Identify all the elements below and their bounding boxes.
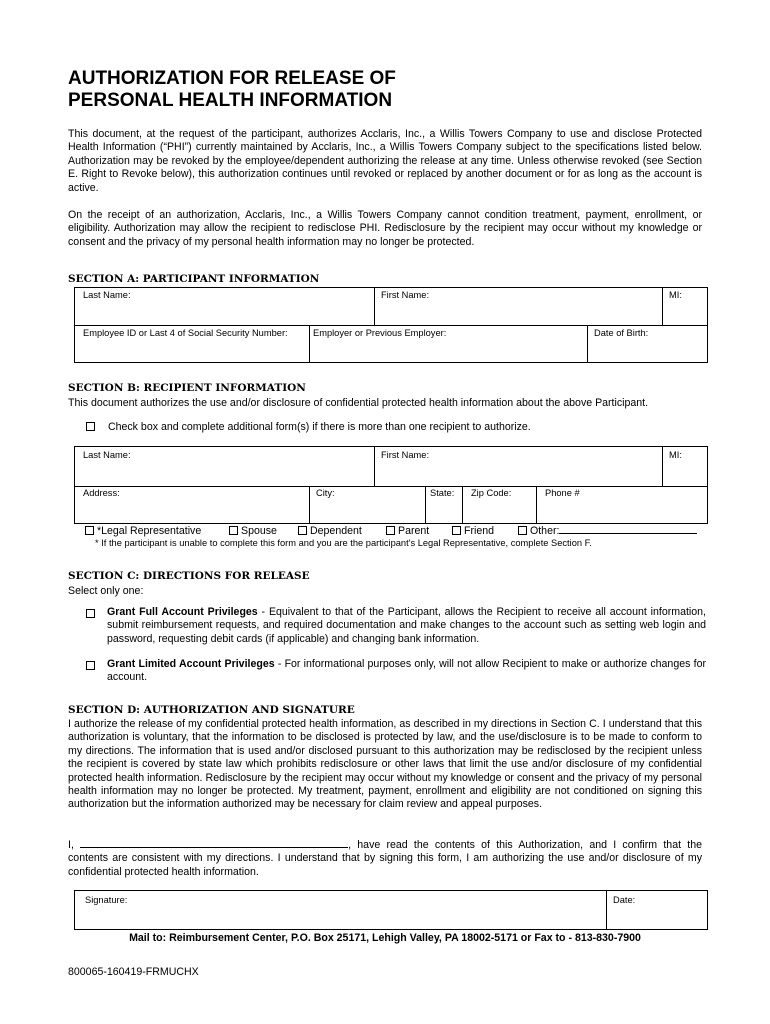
section-b-heading: SECTION B: RECIPIENT INFORMATION bbox=[68, 382, 306, 394]
relationship-spouse[interactable]: Spouse bbox=[229, 525, 277, 538]
section-a-heading: SECTION A: PARTICIPANT INFORMATION bbox=[68, 273, 320, 285]
relationship-dependent[interactable]: Dependent bbox=[298, 525, 362, 538]
recipient-city-field[interactable]: City: bbox=[316, 488, 335, 498]
participant-dob-field[interactable]: Date of Birth: bbox=[594, 328, 649, 338]
participant-mi-field[interactable]: MI: bbox=[669, 290, 682, 300]
section-c-heading: SECTION C: DIRECTIONS FOR RELEASE bbox=[68, 570, 310, 582]
participant-name-line[interactable] bbox=[80, 847, 348, 848]
limited-privileges-option bbox=[86, 658, 706, 685]
section-b-description: This document authorizes the use and/or disclosure of confidential protected health information about the above Participant. bbox=[68, 397, 649, 409]
full-privileges-option bbox=[86, 606, 706, 646]
recipient-last-name-field[interactable]: Last Name: bbox=[83, 450, 131, 460]
form-title-line-1: AUTHORIZATION FOR RELEASE OF bbox=[68, 68, 396, 89]
parent-checkbox[interactable] bbox=[386, 526, 395, 535]
participant-first-name-field[interactable]: First Name: bbox=[381, 290, 430, 300]
legal-rep-footnote: * If the participant is unable to complete this form and you are the participant's Legal Representative, complete Section F. bbox=[95, 538, 592, 548]
relationship-parent[interactable]: Parent bbox=[386, 525, 429, 538]
mailing-instructions: Mail to: Reimbursement Center, P.O. Box 25171, Lehigh Valley, PA 18002-5171 or Fax to - 813-830-7900 bbox=[129, 932, 641, 944]
date-field[interactable]: Date: bbox=[613, 895, 636, 905]
relationship-friend[interactable]: Friend bbox=[452, 525, 494, 538]
recipient-info-table bbox=[74, 446, 708, 524]
limited-privileges-description: - For informational purposes only, will not allow Recipient to make or authorize changes for account. bbox=[107, 658, 706, 684]
acknowledgment-statement: I, , have read the contents of this Authorization, and I confirm that the contents are consistent with my directions. I understand that by signing this form, I am authorizing the use and/or disclosure of my confidential protected health information. bbox=[68, 839, 702, 878]
full-privileges-checkbox[interactable] bbox=[86, 609, 95, 618]
multiple-recipients-label: Check box and complete additional form(s) if there is more than one recipient to authorize. bbox=[107, 421, 531, 433]
participant-info-table bbox=[74, 287, 708, 363]
full-privileges-description: - Equivalent to that of the Participant, allows the Recipient to receive all account information, submit reimbursement requests, and required documentation and make changes to the account such as setting web login and password, requesting debit cards (if applicable) and changing bank information. bbox=[107, 606, 707, 645]
recipient-state-field[interactable]: State: bbox=[430, 488, 455, 498]
authorization-statement: I authorize the release of my confidential protected health information, as described in my directions in Section C. I understand that this authorization is voluntary, that the information to be disclosed is protected by law, and the use/disclosure is to be made to conform to my directions. The information that is used and/or disclosed pursuant to this authorization may be redisclosed by the recipient unless the recipient is covered by state law which prohibits redisclosure or other laws that limit the use and/or disclosure of my confidential protected health information. Redisclosure by the recipient may occur without my knowledge or consent and the privacy of my personal health information may no longer be protected. My treatment, payment, enrollment and eligibility are not conditioned on signing this authorization but the information authorized may be necessary for claim review and appeal purposes. bbox=[68, 718, 702, 811]
intro-paragraph-1: This document, at the request of the participant, authorizes Acclaris, Inc., a Willis Towers Company to use and disclose Protected Health Information (“PHI”) currently maintained by Acclaris, Inc., a Willis Towers Company subject to the specifications listed below. Authorization may be revoked by the employee/dependent authorizing the release at any time. Unless otherwise revoked (see Section E. Right to Revoke below), this authorization continues until revoked or replaced by another document or for as long as the account is active. bbox=[68, 128, 702, 194]
recipient-zip-field[interactable]: Zip Code: bbox=[471, 488, 512, 498]
form-id: 800065-160419-FRMUCHX bbox=[68, 966, 199, 978]
full-privileges-title: Grant Full Account Privileges bbox=[107, 606, 258, 618]
recipient-mi-field[interactable]: MI: bbox=[669, 450, 682, 460]
legal-rep-checkbox[interactable] bbox=[85, 526, 94, 535]
signature-field[interactable]: Signature: bbox=[85, 895, 128, 905]
recipient-phone-field[interactable]: Phone # bbox=[545, 488, 580, 498]
form-title bbox=[68, 68, 708, 112]
select-one-instruction: Select only one: bbox=[68, 585, 144, 597]
participant-employer-field[interactable]: Employer or Previous Employer: bbox=[313, 328, 447, 338]
other-relationship-line[interactable] bbox=[559, 533, 697, 534]
friend-checkbox[interactable] bbox=[452, 526, 461, 535]
multiple-recipients-option bbox=[86, 421, 531, 434]
limited-privileges-title: Grant Limited Account Privileges bbox=[107, 658, 275, 670]
spouse-checkbox[interactable] bbox=[229, 526, 238, 535]
limited-privileges-checkbox[interactable] bbox=[86, 661, 95, 670]
participant-last-name-field[interactable]: Last Name: bbox=[83, 290, 131, 300]
section-d-heading: SECTION D: AUTHORIZATION AND SIGNATURE bbox=[68, 704, 355, 716]
recipient-address-field[interactable]: Address: bbox=[83, 488, 120, 498]
relationship-other[interactable]: Other: bbox=[518, 525, 697, 538]
other-checkbox[interactable] bbox=[518, 526, 527, 535]
relationship-legal-rep[interactable]: *Legal Representative bbox=[85, 525, 201, 538]
participant-employee-id-field[interactable]: Employee ID or Last 4 of Social Security Number: bbox=[83, 328, 288, 338]
signature-table bbox=[74, 890, 708, 930]
intro-paragraph-2: On the receipt of an authorization, Acclaris, Inc., a Willis Towers Company cannot condition treatment, payment, enrollment, or eligibility. Authorization may allow the recipient to redisclose PHI. Redisclosure by the recipient may occur without my knowledge or consent and the privacy of my personal health information may no longer be protected. bbox=[68, 209, 702, 248]
recipient-first-name-field[interactable]: First Name: bbox=[381, 450, 430, 460]
dependent-checkbox[interactable] bbox=[298, 526, 307, 535]
form-title-line-2: PERSONAL HEALTH INFORMATION bbox=[68, 90, 393, 111]
multiple-recipients-checkbox[interactable] bbox=[86, 422, 95, 431]
